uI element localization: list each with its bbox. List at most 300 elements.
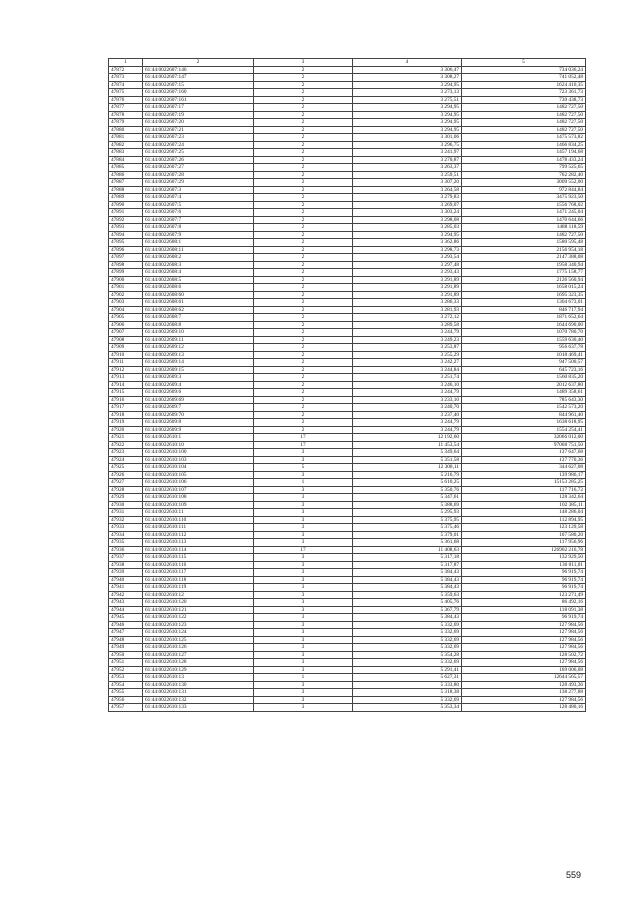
cadastral-number-cell: 61:44:0022610:133 (143, 704, 254, 712)
cadastral-value-cell: 118 091,38 (462, 606, 586, 614)
table-row (109, 614, 586, 622)
group-cell: 1 (254, 674, 353, 682)
cadastral-value-cell: 1488 118,59 (462, 224, 586, 232)
row-number-cell: 47927 (109, 479, 143, 487)
cadastral-number-cell: 61:44:0022609:11 (143, 336, 254, 344)
cadastral-value-cell: 1556 768,02 (462, 201, 586, 209)
specific-value-cell: 5 384,43 (353, 584, 462, 592)
specific-value-cell: 3 294,95 (353, 126, 462, 134)
group-cell: 3 (254, 651, 353, 659)
row-number-cell: 47933 (109, 524, 143, 532)
specific-value-cell: 3 275,51 (353, 96, 462, 104)
table-row (109, 231, 586, 239)
table-row (109, 464, 586, 472)
group-cell: 3 (254, 531, 353, 539)
table-row (109, 299, 586, 307)
row-number-cell: 47895 (109, 239, 143, 247)
specific-value-cell: 3 298,73 (353, 246, 462, 254)
group-cell: 2 (254, 216, 353, 224)
row-number-cell: 47944 (109, 606, 143, 614)
group-cell: 2 (254, 224, 353, 232)
cadastral-number-cell: 61:44:0022607:19 (143, 111, 254, 119)
group-cell: 3 (254, 696, 353, 704)
specific-value-cell: 3 285,03 (353, 224, 462, 232)
row-number-cell: 47887 (109, 179, 143, 187)
group-cell: 2 (254, 164, 353, 172)
row-number-cell: 47918 (109, 411, 143, 419)
cadastral-value-cell: 1871 652,64 (462, 314, 586, 322)
specific-value-cell: 5 291,41 (353, 666, 462, 674)
table-row (109, 186, 586, 194)
group-cell: 3 (254, 576, 353, 584)
table-row (109, 584, 586, 592)
cadastral-number-cell: 61:44:0022610:126 (143, 644, 254, 652)
specific-value-cell: 3 272,12 (353, 314, 462, 322)
row-number-cell: 47954 (109, 681, 143, 689)
cadastral-number-cell: 61:44:0022610:115 (143, 554, 254, 562)
group-cell: 2 (254, 119, 353, 127)
cadastral-value-cell: 741 052,48 (462, 74, 586, 82)
cadastral-number-cell: 61:44:0022609:13 (143, 351, 254, 359)
table-row (109, 516, 586, 524)
row-number-cell: 47888 (109, 186, 143, 194)
specific-value-cell: 11 408,63 (353, 546, 462, 554)
group-cell: 3 (254, 554, 353, 562)
specific-value-cell: 5 347,61 (353, 494, 462, 502)
cadastral-value-cell: 972 844,84 (462, 186, 586, 194)
cadastral-number-cell: 61:44:0022610:121 (143, 606, 254, 614)
group-cell: 3 (254, 456, 353, 464)
cadastral-value-cell: 1658 015,24 (462, 284, 586, 292)
row-number-cell: 47911 (109, 359, 143, 367)
group-cell: 17 (254, 434, 353, 442)
cadastral-value-cell: 723 361,73 (462, 89, 586, 97)
specific-value-cell: 5 405,76 (353, 599, 462, 607)
cadastral-number-cell: 61:44:0022608:6 (143, 284, 254, 292)
row-number-cell: 47903 (109, 299, 143, 307)
group-cell: 3 (254, 501, 353, 509)
specific-value-cell: 5 318,38 (353, 689, 462, 697)
row-number-cell: 47912 (109, 366, 143, 374)
table-row (109, 651, 586, 659)
specific-value-cell: 5 384,43 (353, 569, 462, 577)
specific-value-cell: 3 273,13 (353, 89, 462, 97)
cadastral-value-cell: 730 438,73 (462, 96, 586, 104)
specific-value-cell: 5 350,76 (353, 486, 462, 494)
table-row (109, 81, 586, 89)
group-cell: 2 (254, 381, 353, 389)
cadastral-value-cell: 2126 560,94 (462, 276, 586, 284)
specific-value-cell: 3 249,23 (353, 336, 462, 344)
row-number-cell: 47947 (109, 629, 143, 637)
row-number-cell: 47915 (109, 389, 143, 397)
table-row (109, 546, 586, 554)
row-number-cell: 47942 (109, 591, 143, 599)
cadastral-value-cell: 112 894,95 (462, 516, 586, 524)
table-row (109, 351, 586, 359)
specific-value-cell: 3 242,27 (353, 359, 462, 367)
cadastral-number-cell: 61:44:0022608:3 (143, 261, 254, 269)
cadastral-value-cell: 126902 216,78 (462, 546, 586, 554)
specific-value-cell: 3 269,07 (353, 201, 462, 209)
group-cell: 3 (254, 561, 353, 569)
row-number-cell: 47949 (109, 644, 143, 652)
cadastral-number-cell: 61:44:0022610:119 (143, 584, 254, 592)
specific-value-cell: 3 244,79 (353, 329, 462, 337)
cadastral-number-cell: 61:44:0022610:112 (143, 531, 254, 539)
specific-value-cell: 5 332,69 (353, 636, 462, 644)
cadastral-value-cell: 127 984,56 (462, 621, 586, 629)
table-row (109, 554, 586, 562)
row-number-cell: 47891 (109, 209, 143, 217)
table-row (109, 179, 586, 187)
group-cell: 2 (254, 66, 353, 74)
group-cell: 3 (254, 689, 353, 697)
specific-value-cell: 5 333,80 (353, 681, 462, 689)
cadastral-value-cell: 1482 727,50 (462, 126, 586, 134)
cadastral-value-cell: 1695 323,35 (462, 291, 586, 299)
table-row (109, 509, 586, 517)
table-row (109, 561, 586, 569)
cadastral-number-cell: 61:44:0022607:17 (143, 104, 254, 112)
group-cell: 3 (254, 704, 353, 712)
row-number-cell: 47879 (109, 119, 143, 127)
row-number-cell: 47905 (109, 314, 143, 322)
specific-value-cell: 3 251,74 (353, 374, 462, 382)
cadastral-number-cell: 61:44:0022607:26 (143, 156, 254, 164)
cadastral-value-cell: 86 492,16 (462, 599, 586, 607)
table-row (109, 531, 586, 539)
group-cell: 2 (254, 374, 353, 382)
group-cell: 2 (254, 74, 353, 82)
row-number-cell: 47929 (109, 494, 143, 502)
table-row (109, 576, 586, 584)
row-number-cell: 47889 (109, 194, 143, 202)
specific-value-cell: 3 294,95 (353, 104, 462, 112)
specific-value-cell: 5 388,69 (353, 501, 462, 509)
row-number-cell: 47945 (109, 614, 143, 622)
row-number-cell: 47881 (109, 134, 143, 142)
cadastral-number-cell: 61:44:0022607:160 (143, 89, 254, 97)
table-row (109, 434, 586, 442)
cadastral-number-cell: 61:44:0022610:104 (143, 464, 254, 472)
row-number-cell: 47878 (109, 111, 143, 119)
specific-value-cell: 3 296,75 (353, 141, 462, 149)
cadastral-number-cell: 61:44:0022607:3 (143, 186, 254, 194)
cadastral-value-table (108, 58, 586, 712)
cadastral-number-cell: 61:44:0022610:117 (143, 569, 254, 577)
row-number-cell: 47880 (109, 126, 143, 134)
cadastral-value-cell: 130 011,01 (462, 561, 586, 569)
specific-value-cell: 3 240,70 (353, 404, 462, 412)
group-cell: 2 (254, 134, 353, 142)
row-number-cell: 47921 (109, 434, 143, 442)
table-row (109, 374, 586, 382)
cadastral-value-cell: 127 984,56 (462, 696, 586, 704)
specific-value-cell: 5 361,68 (353, 539, 462, 547)
table-row (109, 449, 586, 457)
group-cell: 3 (254, 614, 353, 622)
table-row (109, 389, 586, 397)
cadastral-value-cell: 169 006,08 (462, 666, 586, 674)
table-row (109, 171, 586, 179)
cadastral-value-cell: 1554 254,41 (462, 426, 586, 434)
row-number-cell: 47953 (109, 674, 143, 682)
table-row (109, 239, 586, 247)
specific-value-cell: 3 294,95 (353, 231, 462, 239)
table-header-row (109, 59, 586, 67)
cadastral-number-cell: 61:44:0022609:69 (143, 396, 254, 404)
cadastral-value-cell: 2147 388,08 (462, 254, 586, 262)
group-cell: 2 (254, 426, 353, 434)
cadastral-value-cell: 1466 834,25 (462, 141, 586, 149)
table-row (109, 606, 586, 614)
cadastral-number-cell: 61:44:0022608:2 (143, 254, 254, 262)
table-row (109, 111, 586, 119)
group-cell: 2 (254, 314, 353, 322)
specific-value-cell: 3 298,08 (353, 216, 462, 224)
column-header-2: 2 (143, 59, 254, 67)
row-number-cell: 47914 (109, 381, 143, 389)
cadastral-number-cell: 61:44:0022610:106 (143, 479, 254, 487)
cadastral-number-cell: 61:44:0022610:132 (143, 696, 254, 704)
specific-value-cell: 5 216,79 (353, 471, 462, 479)
specific-value-cell: 3 279,83 (353, 194, 462, 202)
cadastral-value-cell: 1580 595,48 (462, 239, 586, 247)
cadastral-number-cell: 61:44:0022610:109 (143, 501, 254, 509)
group-cell: 3 (254, 659, 353, 667)
specific-value-cell: 3 281,93 (353, 306, 462, 314)
cadastral-number-cell: 61:44:0022610:131 (143, 689, 254, 697)
table-row (109, 291, 586, 299)
cadastral-number-cell: 61:44:0022607:25 (143, 149, 254, 157)
column-header-3: 3 (254, 59, 353, 67)
cadastral-number-cell: 61:44:0022610:110 (143, 516, 254, 524)
table-row (109, 261, 586, 269)
row-number-cell: 47941 (109, 584, 143, 592)
table-row (109, 629, 586, 637)
specific-value-cell: 3 294,95 (353, 111, 462, 119)
cadastral-number-cell: 61:44:0022607:23 (143, 134, 254, 142)
specific-value-cell: 5 384,43 (353, 576, 462, 584)
row-number-cell: 47952 (109, 666, 143, 674)
cadastral-number-cell: 61:44:0022610:13 (143, 674, 254, 682)
specific-value-cell: 3 301,06 (353, 134, 462, 142)
cadastral-number-cell: 61:44:0022607:24 (143, 141, 254, 149)
cadastral-value-cell: 1470 644,66 (462, 216, 586, 224)
group-cell: 2 (254, 351, 353, 359)
group-cell: 2 (254, 141, 353, 149)
table-row (109, 704, 586, 712)
specific-value-cell: 3 237,40 (353, 411, 462, 419)
cadastral-value-cell: 1624 410,35 (462, 81, 586, 89)
cadastral-value-cell: 1542 573,20 (462, 404, 586, 412)
group-cell: 2 (254, 336, 353, 344)
row-number-cell: 47924 (109, 456, 143, 464)
group-cell: 2 (254, 179, 353, 187)
table-row (109, 621, 586, 629)
table-row (109, 201, 586, 209)
row-number-cell: 47940 (109, 576, 143, 584)
group-cell: 3 (254, 524, 353, 532)
specific-value-cell: 3 264,58 (353, 186, 462, 194)
row-number-cell: 47937 (109, 554, 143, 562)
table-row (109, 119, 586, 127)
cadastral-value-cell: 1478 433,24 (462, 156, 586, 164)
row-number-cell: 47894 (109, 231, 143, 239)
row-number-cell: 47885 (109, 164, 143, 172)
row-number-cell: 47873 (109, 74, 143, 82)
specific-value-cell: 5 317,18 (353, 554, 462, 562)
specific-value-cell: 3 253,87 (353, 344, 462, 352)
table-row (109, 344, 586, 352)
group-cell: 3 (254, 666, 353, 674)
group-cell: 2 (254, 246, 353, 254)
row-number-cell: 47902 (109, 291, 143, 299)
cadastral-value-cell: 1070 780,70 (462, 329, 586, 337)
cadastral-value-cell: 97068 751,50 (462, 441, 586, 449)
group-cell: 2 (254, 321, 353, 329)
cadastral-value-cell: 1471 245,04 (462, 209, 586, 217)
row-number-cell: 47904 (109, 306, 143, 314)
cadastral-number-cell: 61:44:0022609:8 (143, 419, 254, 427)
cadastral-value-cell: 1482 727,50 (462, 104, 586, 112)
specific-value-cell: 5 349,64 (353, 449, 462, 457)
group-cell: 2 (254, 254, 353, 262)
row-number-cell: 47901 (109, 284, 143, 292)
cadastral-number-cell: 61:44:0022607:20 (143, 119, 254, 127)
cadastral-number-cell: 61:44:0022610:124 (143, 629, 254, 637)
cadastral-number-cell: 61:44:0022609:6 (143, 389, 254, 397)
table-row (109, 284, 586, 292)
row-number-cell: 47917 (109, 404, 143, 412)
cadastral-value-cell: 138 277,88 (462, 689, 586, 697)
cadastral-value-cell: 127 984,56 (462, 629, 586, 637)
specific-value-cell: 5 384,43 (353, 614, 462, 622)
cadastral-number-cell: 61:44:0022610:125 (143, 636, 254, 644)
group-cell: 2 (254, 389, 353, 397)
cadastral-value-cell: 3009 552,00 (462, 179, 586, 187)
group-cell: 2 (254, 96, 353, 104)
cadastral-number-cell: 61:44:0022610:111 (143, 524, 254, 532)
group-cell: 3 (254, 539, 353, 547)
row-number-cell: 47893 (109, 224, 143, 232)
cadastral-value-cell: 12644 565,57 (462, 674, 586, 682)
table-row (109, 66, 586, 74)
specific-value-cell: 3 255,29 (353, 351, 462, 359)
row-number-cell: 47886 (109, 171, 143, 179)
table-row (109, 689, 586, 697)
row-number-cell: 47928 (109, 486, 143, 494)
specific-value-cell: 5 317,87 (353, 561, 462, 569)
cadastral-value-cell: 2156 954,18 (462, 246, 586, 254)
cadastral-value-cell: 1018 469,41 (462, 351, 586, 359)
group-cell: 3 (254, 471, 353, 479)
row-number-cell: 47899 (109, 269, 143, 277)
cadastral-number-cell: 61:44:0022607:8 (143, 224, 254, 232)
specific-value-cell: 3 362,86 (353, 239, 462, 247)
cadastral-value-cell: 1457 194,68 (462, 149, 586, 157)
table-row (109, 359, 586, 367)
table-row (109, 591, 586, 599)
table-row (109, 149, 586, 157)
row-number-cell: 47913 (109, 374, 143, 382)
specific-value-cell: 5 295,93 (353, 509, 462, 517)
table-row (109, 569, 586, 577)
group-cell: 2 (254, 276, 353, 284)
cadastral-number-cell: 61:44:0022610:130 (143, 681, 254, 689)
cadastral-number-cell: 61:44:0022608:4 (143, 269, 254, 277)
row-number-cell: 47882 (109, 141, 143, 149)
cadastral-value-cell: 123 271,49 (462, 591, 586, 599)
row-number-cell: 47922 (109, 441, 143, 449)
cadastral-number-cell: 61:44:0022610:10 (143, 441, 254, 449)
cadastral-value-cell: 956 637,78 (462, 344, 586, 352)
group-cell: 2 (254, 284, 353, 292)
group-cell: 2 (254, 201, 353, 209)
group-cell: 2 (254, 261, 353, 269)
group-cell: 2 (254, 396, 353, 404)
table-row (109, 396, 586, 404)
group-cell: 3 (254, 606, 353, 614)
specific-value-cell: 5 351,58 (353, 456, 462, 464)
group-cell: 2 (254, 329, 353, 337)
group-cell: 3 (254, 449, 353, 457)
row-number-cell: 47892 (109, 216, 143, 224)
cadastral-number-cell: 61:44:0022607:29 (143, 179, 254, 187)
row-number-cell: 47896 (109, 246, 143, 254)
row-number-cell: 47874 (109, 81, 143, 89)
row-number-cell: 47932 (109, 516, 143, 524)
cadastral-value-cell: 128 493,36 (462, 681, 586, 689)
table-row (109, 321, 586, 329)
row-number-cell: 47916 (109, 396, 143, 404)
cadastral-value-cell: 96 919,74 (462, 584, 586, 592)
row-number-cell: 47955 (109, 689, 143, 697)
row-number-cell: 47883 (109, 149, 143, 157)
table-row (109, 666, 586, 674)
specific-value-cell: 3 291,89 (353, 291, 462, 299)
cadastral-number-cell: 61:44:0022608:60 (143, 291, 254, 299)
table-row (109, 404, 586, 412)
group-cell: 2 (254, 299, 353, 307)
specific-value-cell: 3 291,89 (353, 284, 462, 292)
row-number-cell: 47877 (109, 104, 143, 112)
table-row (109, 314, 586, 322)
specific-value-cell: 5 375,46 (353, 524, 462, 532)
table-row (109, 366, 586, 374)
specific-value-cell: 3 246,10 (353, 381, 462, 389)
cadastral-value-cell: 3475 923,50 (462, 194, 586, 202)
cadastral-value-cell: 132 929,50 (462, 554, 586, 562)
cadastral-value-cell: 2012 637,80 (462, 381, 586, 389)
group-cell: 2 (254, 111, 353, 119)
column-header-4: 4 (353, 59, 462, 67)
cadastral-value-cell: 32066 012,00 (462, 434, 586, 442)
table-row (109, 126, 586, 134)
group-cell: 2 (254, 89, 353, 97)
specific-value-cell: 3 291,89 (353, 276, 462, 284)
table-row (109, 456, 586, 464)
row-number-cell: 47950 (109, 651, 143, 659)
cadastral-number-cell: 61:44:0022609:9 (143, 426, 254, 434)
cadastral-number-cell: 61:44:0022609:10 (143, 329, 254, 337)
cadastral-number-cell: 61:44:0022607:147 (143, 74, 254, 82)
group-cell: 2 (254, 411, 353, 419)
cadastral-number-cell: 61:44:0022607:28 (143, 171, 254, 179)
cadastral-value-cell: 123 129,58 (462, 524, 586, 532)
specific-value-cell: 3 244,79 (353, 426, 462, 434)
